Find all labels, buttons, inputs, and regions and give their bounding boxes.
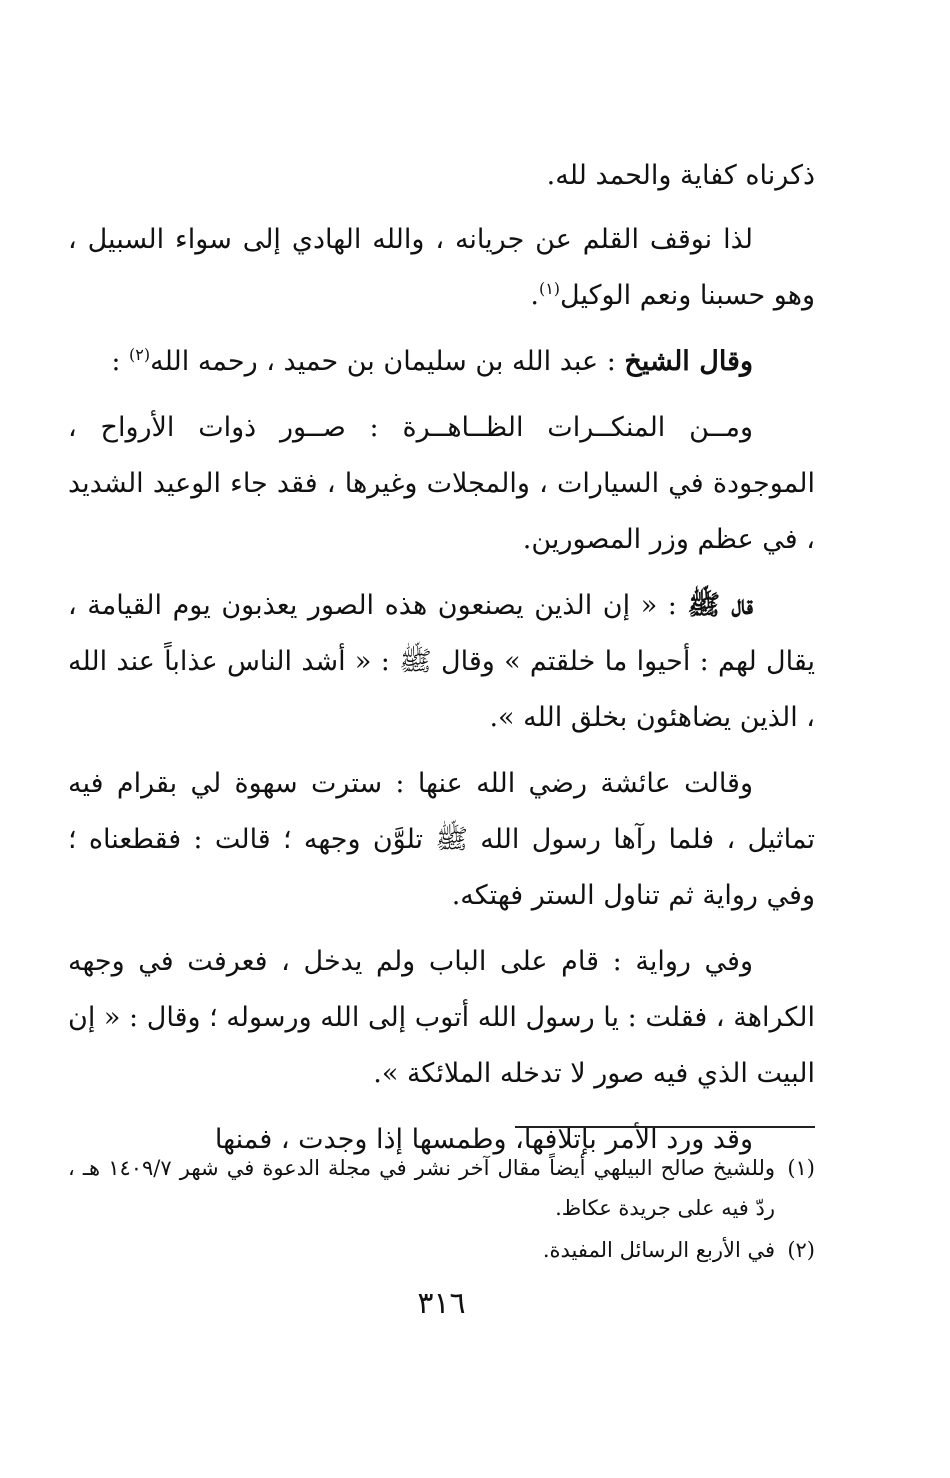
paragraph-1-text: ذكرناه كفاية والحمد لله.: [546, 160, 815, 191]
footnote-1-number: (١): [787, 1156, 815, 1180]
footnotes: [68, 1148, 815, 1272]
footnote-2-text: في الأربع الرسائل المفيدة.: [542, 1238, 775, 1262]
paragraph-3: [68, 334, 815, 390]
footnote-divider: [515, 1126, 815, 1128]
footnote-ref-1: (١): [538, 279, 561, 298]
paragraph-7-text: وفي رواية : قام على الباب ولم يدخل ، فعرفت في وجهه الكراهة ، فقلت : يا رسول الله أتوب إلى الله ورسوله ؛ وقال : « إن البيت الذي فيه صور لا تدخله الملائكة ».: [68, 946, 815, 1089]
paragraph-1: [68, 148, 815, 204]
footnote-2: [68, 1230, 815, 1270]
footnote-2-number: (٢): [787, 1238, 815, 1262]
paragraph-5-heading: قال ﷺ: [687, 590, 753, 621]
paragraph-6: [68, 756, 815, 924]
footnote-1: [68, 1148, 815, 1228]
page-number: ٣١٦: [417, 1286, 466, 1321]
body-text: [68, 148, 815, 1168]
footnote-1-text: وللشيخ صالح البيلهي أيضاً مقال آخر نشر في مجلة الدعوة في شهر ١٤٠٩/٧ هـ ، ردّ فيه على جريدة عكاظ.: [68, 1156, 776, 1220]
paragraph-8-text: وقد ورد الأمر بإتلافها، وطمسها إذا وجدت ، فمنها: [214, 1124, 753, 1155]
paragraph-7: [68, 934, 815, 1102]
paragraph-2-end: .: [530, 280, 539, 311]
paragraph-4-text: ومــن المنكــرات الظــاهــرة : صــور ذوات الأرواح ، الموجودة في السيارات ، والمجلات وغيرها ، فقد جاء الوعيد الشديد ، في عظم وزر المصورين.: [68, 412, 815, 555]
paragraph-3-text: : عبد الله بن سليمان بن حميد ، رحمه الله: [150, 346, 625, 377]
paragraph-6-text: وقالت عائشة رضي الله عنها : سترت سهوة لي بقرام فيه تماثيل ، فلما رآها رسول الله ﷺ تلوَّن وجهه ؛ قالت : فقطعناه ؛ وفي رواية ثم تناول الستر فهتكه.: [68, 768, 815, 911]
paragraph-5: [68, 578, 815, 746]
paragraph-5-text: : « إن الذين يصنعون هذه الصور يعذبون يوم القيامة ، يقال لهم : أحيوا ما خلقتم » وقال ﷺ : « أشد الناس عذاباً عند الله ، الذين يضاهئون بخلق الله ».: [68, 590, 815, 733]
paragraph-3-heading: وقال الشيخ: [624, 346, 753, 377]
footnote-ref-2: (٢): [129, 345, 151, 364]
paragraph-3-end: :: [111, 346, 130, 377]
paragraph-2: [68, 212, 815, 324]
paragraph-4: [68, 400, 815, 568]
book-page: [68, 148, 815, 1348]
paragraph-2-text: لذا نوقف القلم عن جريانه ، والله الهادي إلى سواء السبيل ، وهو حسبنا ونعم الوكيل: [68, 224, 815, 311]
